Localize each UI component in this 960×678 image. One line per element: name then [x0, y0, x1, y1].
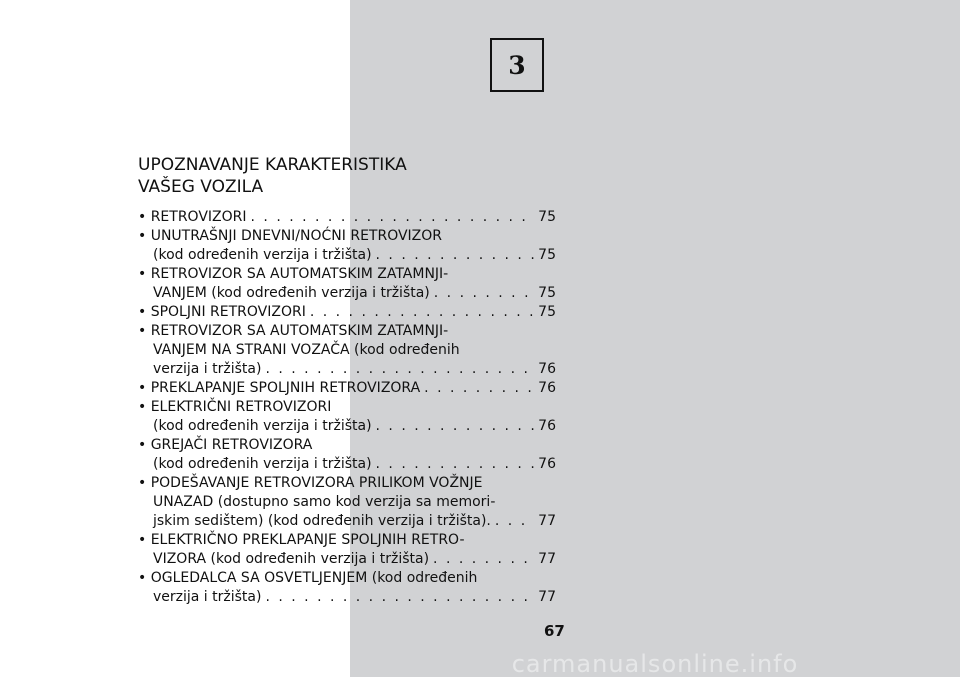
- toc-entry-line: [138, 474, 556, 493]
- toc-entry: [138, 436, 556, 474]
- chapter-heading: [138, 154, 556, 198]
- toc-entry-text: • RETROVIZOR SA AUTOMATSKIM ZATAMNJI-: [138, 266, 449, 282]
- toc-entry-line: [138, 360, 556, 379]
- toc-entry-text: VIZORA (kod određenih verzija i tržišta): [153, 551, 430, 567]
- toc-leader-dots: [495, 512, 534, 531]
- chapter-number-box: [490, 38, 544, 92]
- toc-page-number: 75: [538, 247, 556, 263]
- toc-entry-line: [138, 569, 556, 588]
- toc-entry-text: • ELEKTRIČNO PREKLAPANJE SPOLJNIH RETRO-: [138, 532, 465, 548]
- toc-entry-line: [138, 284, 556, 303]
- toc-entry: [138, 398, 556, 436]
- toc-leader-dots: [251, 208, 535, 227]
- toc-entry-line: [138, 246, 556, 265]
- toc-page-number: 77: [538, 551, 556, 567]
- toc-entry-line: [138, 341, 556, 360]
- toc-entry-line: [138, 493, 556, 512]
- toc-leader-dots: [376, 417, 535, 436]
- watermark: carmanualsonline.info: [511, 650, 799, 678]
- toc-entry-text: (kod određenih verzija i tržišta): [153, 418, 372, 434]
- toc-entry-text: • RETROVIZOR SA AUTOMATSKIM ZATAMNJI-: [138, 323, 449, 339]
- toc-leader-dots: [310, 303, 534, 322]
- toc-entry-text: UNAZAD (dostupno samo kod verzija sa memori-: [153, 494, 496, 510]
- toc-entry-text: VANJEM NA STRANI VOZAČA (kod određenih: [153, 342, 460, 358]
- toc-entry: [138, 303, 556, 322]
- toc-entry-text: • PODEŠAVANJE RETROVIZORA PRILIKOM VOŽNJE: [138, 475, 483, 491]
- toc-page-number: 77: [538, 589, 556, 605]
- toc-entry: [138, 474, 556, 531]
- toc-entry-text: • OGLEDALCA SA OSVETLJENJEM (kod određenih: [138, 570, 478, 586]
- toc-page-number: 77: [538, 513, 556, 529]
- toc-entry-line: [138, 379, 556, 398]
- toc-entry-text: • RETROVIZORI: [138, 209, 247, 225]
- toc-entry-line: [138, 208, 556, 227]
- toc-page-number: 76: [538, 418, 556, 434]
- toc-leader-dots: [376, 246, 535, 265]
- toc-page-number: 75: [538, 285, 556, 301]
- chapter-heading-line-2: VAŠEG VOZILA: [138, 177, 264, 197]
- toc-entry-text: verzija i tržišta): [153, 361, 262, 377]
- toc-page-number: 76: [538, 361, 556, 377]
- toc-entry-line: [138, 417, 556, 436]
- toc-entry: [138, 322, 556, 379]
- toc-entry: [138, 208, 556, 227]
- toc-entry-line: [138, 455, 556, 474]
- toc-leader-dots: [376, 455, 535, 474]
- toc-entry-text: verzija i tržišta): [153, 589, 262, 605]
- toc-entry: [138, 379, 556, 398]
- toc-leader-dots: [434, 284, 534, 303]
- toc-entry-line: [138, 322, 556, 341]
- toc-entry-line: [138, 398, 556, 417]
- page-number: 67: [544, 622, 565, 640]
- toc-entry-line: [138, 227, 556, 246]
- toc-entry-line: [138, 550, 556, 569]
- chapter-heading-line-1: UPOZNAVANJE KARAKTERISTIKA: [138, 155, 407, 175]
- toc-entry-text: VANJEM (kod određenih verzija i tržišta): [153, 285, 430, 301]
- toc-entry: [138, 227, 556, 265]
- toc-leader-dots: [265, 588, 534, 607]
- toc-page-number: 76: [538, 456, 556, 472]
- toc-entry: [138, 569, 556, 607]
- toc-entry-text: (kod određenih verzija i tržišta): [153, 456, 372, 472]
- toc-entry-text: • SPOLJNI RETROVIZORI: [138, 304, 306, 320]
- toc-leader-dots: [424, 379, 534, 398]
- toc-page-number: 75: [538, 304, 556, 320]
- toc-entry-line: [138, 531, 556, 550]
- toc-entry-line: [138, 512, 556, 531]
- toc-page-number: 76: [538, 380, 556, 396]
- toc-entry-text: • PREKLAPANJE SPOLJNIH RETROVIZORA: [138, 380, 421, 396]
- toc-entry: [138, 265, 556, 303]
- toc-entry-text: • GREJAČI RETROVIZORA: [138, 437, 313, 453]
- chapter-number: 3: [508, 50, 526, 80]
- chapter-contents: [138, 154, 556, 607]
- toc-entry-text: • UNUTRAŠNJI DNEVNI/NOĆNI RETROVIZOR: [138, 228, 443, 244]
- toc-page-number: 75: [538, 209, 556, 225]
- toc-entry-line: [138, 303, 556, 322]
- toc-entry-line: [138, 265, 556, 284]
- toc-leader-dots: [265, 360, 534, 379]
- toc-leader-dots: [433, 550, 534, 569]
- table-of-contents: [138, 208, 556, 607]
- toc-entry-line: [138, 588, 556, 607]
- toc-entry-text: (kod određenih verzija i tržišta): [153, 247, 372, 263]
- toc-entry-text: jskim sedištem) (kod određenih verzija i tržišta).: [153, 513, 491, 529]
- toc-entry: [138, 531, 556, 569]
- toc-entry-line: [138, 436, 556, 455]
- toc-entry-text: • ELEKTRIČNI RETROVIZORI: [138, 399, 332, 415]
